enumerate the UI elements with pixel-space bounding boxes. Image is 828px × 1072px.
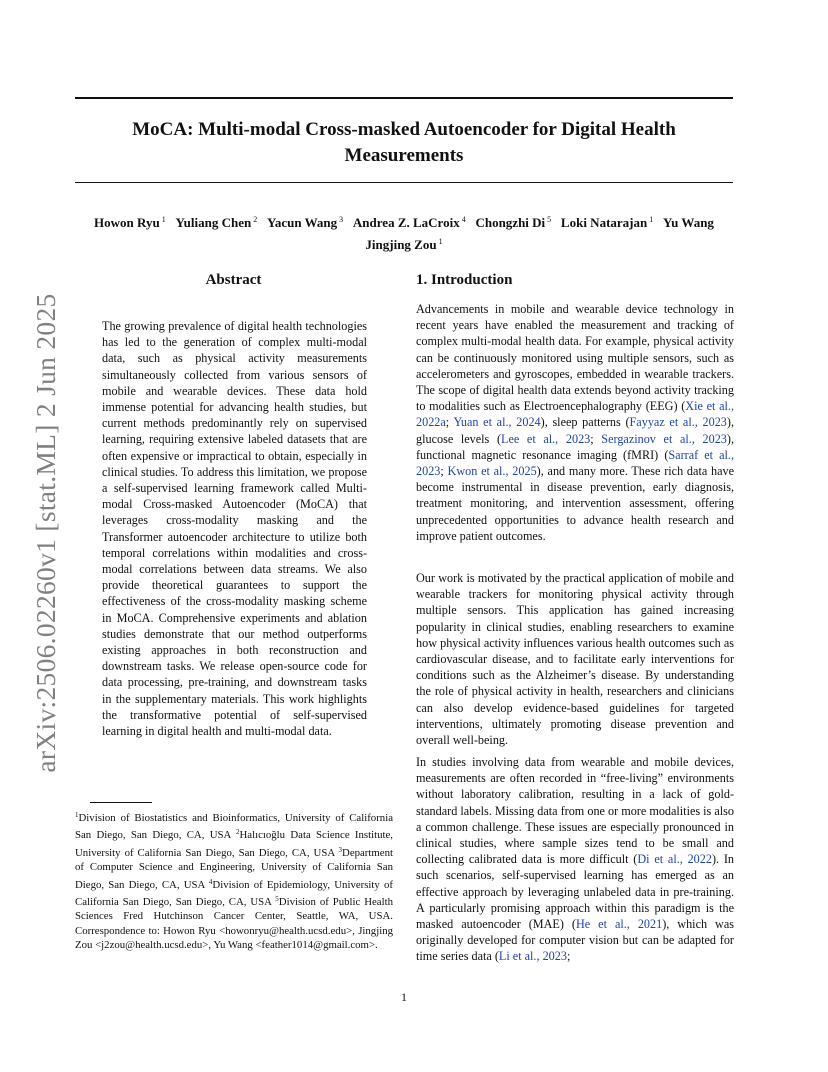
paragraph-text: Our work is motivated by the practical application of mobile and wearable trackers for monitoring physical activity through multiple sensors. This application has gained increasing popularity in clinical studies, enabling researchers to examine how physical activity influences various health outcomes such as cardiovascular disease, and to facilitate early interventions for conditions such as the Alzheimer’s disease. By understanding the role of physical activity in health, researchers and clinicians can also develop evidence-based guidelines for targeted interventions, ultimately promoting disease prevention and overall well-being.	[416, 571, 734, 748]
author-name: Chongzhi Di	[475, 215, 546, 230]
footnote-affiliation: Department of Computer Science and Engineering, University of California San Diego, San Diego, CA, USA	[75, 846, 393, 891]
citation-link[interactable]: Yuan et al., 2024	[453, 415, 541, 430]
author-affiliation-mark: 2	[251, 215, 258, 224]
author-affiliation-mark: 4	[459, 215, 466, 224]
citation-link[interactable]: Li et al., 2023	[498, 949, 567, 964]
citation-link[interactable]: Sarraf et al., 2023	[416, 447, 734, 479]
paper-title	[75, 117, 733, 169]
author-8	[365, 237, 442, 252]
footnote-affiliation: Division of Biostatistics and Bioinformatics, University of California San Diego, San Diego, CA, USA	[75, 812, 393, 842]
paragraph-text: In studies involving data from wearable and mobile devices, measurements are often recorded in “free-living” environments without laboratory calibration, resulting in a lack of gold-standard labels. Missing data from one or more modalities is also a common challenge. These issues are especially pronounced in clinical studies, where sample sizes tend to be small and collecting calibrated data is more difficult (	[416, 755, 734, 867]
citation-link[interactable]: Lee et al., 2023	[501, 431, 591, 446]
footnote-marker: 4	[208, 877, 213, 886]
title-line-2: Measurements	[344, 145, 464, 166]
footnote-marker: 2	[236, 828, 240, 837]
author-6	[561, 215, 653, 230]
footnote-affiliation: Halıcıoğlu Data Science Institute, University of California San Diego, San Diego, CA, USA	[75, 829, 393, 859]
paragraph-text: ;	[590, 431, 602, 446]
paragraph-text: ), which was originally developed for computer vision but can be adapted for time series data (	[416, 917, 735, 964]
footnote-rule	[90, 802, 152, 803]
introduction-heading: 1. Introduction	[416, 272, 513, 288]
abstract-heading: Abstract	[205, 272, 262, 288]
citation-link[interactable]: Fayyaz et al., 2023	[629, 415, 727, 430]
intro-paragraph-3	[416, 754, 734, 965]
author-3	[267, 215, 343, 230]
citation-link[interactable]: Sergazinov et al., 2023	[601, 431, 727, 446]
author-name: Jingjing Zou	[365, 237, 437, 252]
author-7	[663, 215, 714, 230]
paragraph-text: ), and many more. These rich data have become instrumental in disease prevention, early diagnosis, treatment monitoring, and intervention assessment, offering unprecedented opportunities to advance health research and improve patient outcomes.	[416, 464, 735, 543]
paragraph-text: ), glucose levels (	[416, 415, 734, 446]
affiliation-footnote	[75, 808, 393, 953]
author-name: Yu Wang	[662, 215, 714, 230]
title-bottom-rule	[75, 182, 733, 183]
footnote-marker: 5	[275, 895, 279, 904]
paragraph-text: ), functional magnetic resonance imaging (fMRI) (	[416, 431, 734, 462]
author-name: Yuliang Chen	[175, 215, 252, 230]
title-line-1: MoCA: Multi-modal Cross-masked Autoencoder for Digital Health	[132, 119, 676, 140]
author-2	[175, 215, 257, 230]
author-name: Loki Natarajan	[560, 215, 648, 230]
author-affiliation-mark: 5	[545, 215, 552, 224]
intro-paragraph-2	[416, 570, 734, 748]
author-name: Yacun Wang	[266, 215, 338, 230]
paragraph-text: ;	[440, 464, 448, 479]
intro-paragraph-1	[416, 301, 734, 544]
footnote-marker: 3	[338, 845, 343, 854]
page-number: 1	[401, 990, 407, 1004]
author-affiliation-mark: 1	[647, 215, 654, 224]
paragraph-text: ). In such scenarios, self-supervised learning has emerged as an effective approach by leveraging unlabeled data in pre-training. A particularly promising approach within this paradigm is the masked autoencoder (MAE) (	[416, 852, 734, 932]
author-4	[353, 215, 466, 230]
footnote-affiliation: Division of Epidemiology, University of California San Diego, San Diego, CA, USA	[75, 878, 393, 909]
author-name: Howon Ryu	[94, 215, 160, 230]
abstract-text: The growing prevalence of digital health technologies has led to the generation of complex multi-modal data, such as physical activity measurements simultaneously collected from various sensors of mobile and wearable devices. These data hold immense potential for advancing health studies, but current methods predominantly rely on supervised learning, requiring extensive labeled datasets that are often expensive or impractical to obtain, especially in clinical studies. To address this limitation, we propose a self-supervised learning framework called Multi-modal Cross-masked Autoencoder (MoCA) that leverages cross-modality masking and the Transformer autoencoder architecture to utilize both temporal correlations within modalities and cross-modal correlations between data streams. We also provide theoretical guarantees to support the effectiveness of the cross-modality masking scheme in MoCA. Comprehensive experiments and ablation studies demonstrate that our method outperforms existing approaches in both reconstruction and downstream tasks. We release open-source code for data processing, pre-training, and downstream tasks in the supplementary materials. This work highlights the transformative potential of self-supervised learning in digital health and multi-modal data.	[102, 319, 367, 739]
citation-link[interactable]: Di et al., 2022	[637, 852, 712, 867]
author-affiliation-mark: 1	[436, 237, 443, 246]
author-affiliation-mark: 1	[159, 215, 166, 224]
footnote-affiliation: Division of Public Health Sciences Fred Hutchinson Cancer Center, Seattle, WA, USA. Correspondence to: Howon Ryu <howonryu@health.ucsd.edu>, Jingjing Zou <j2zou@health.ucsd.edu>, Yu Wang <feather1014@gmail.com>.	[75, 896, 393, 952]
paragraph-text: Advancements in mobile and wearable device technology in recent years have enabled the measurement and tracking of complex multi-modal health data. For example, physical activity can be continuously monitored using multiple sensors, such as accelerometers and gyroscopes, embedded in wearable trackers. The scope of digital health data extends beyond activity tracking to modalities such as Electroencephalography (EEG) (	[416, 302, 734, 414]
author-5	[475, 215, 551, 230]
author-1	[94, 215, 166, 230]
arxiv-stamp: arXiv:2506.02260v1 [stat.ML] 2 Jun 2025	[30, 293, 61, 773]
paragraph-text: ;	[445, 415, 454, 430]
title-top-rule	[75, 97, 733, 99]
author-affiliation-mark: 3	[337, 215, 344, 224]
footnote-marker: 1	[75, 811, 79, 819]
citation-link[interactable]: He et al., 2021	[575, 917, 663, 932]
paragraph-text: ), sleep patterns (	[540, 415, 630, 430]
paragraph-text: ;	[566, 949, 571, 964]
author-list	[75, 210, 733, 254]
author-name: Andrea Z. LaCroix	[352, 215, 460, 230]
citation-link[interactable]: Kwon et al., 2025	[447, 464, 537, 479]
citation-link[interactable]: Xie et al., 2022a	[416, 399, 734, 430]
